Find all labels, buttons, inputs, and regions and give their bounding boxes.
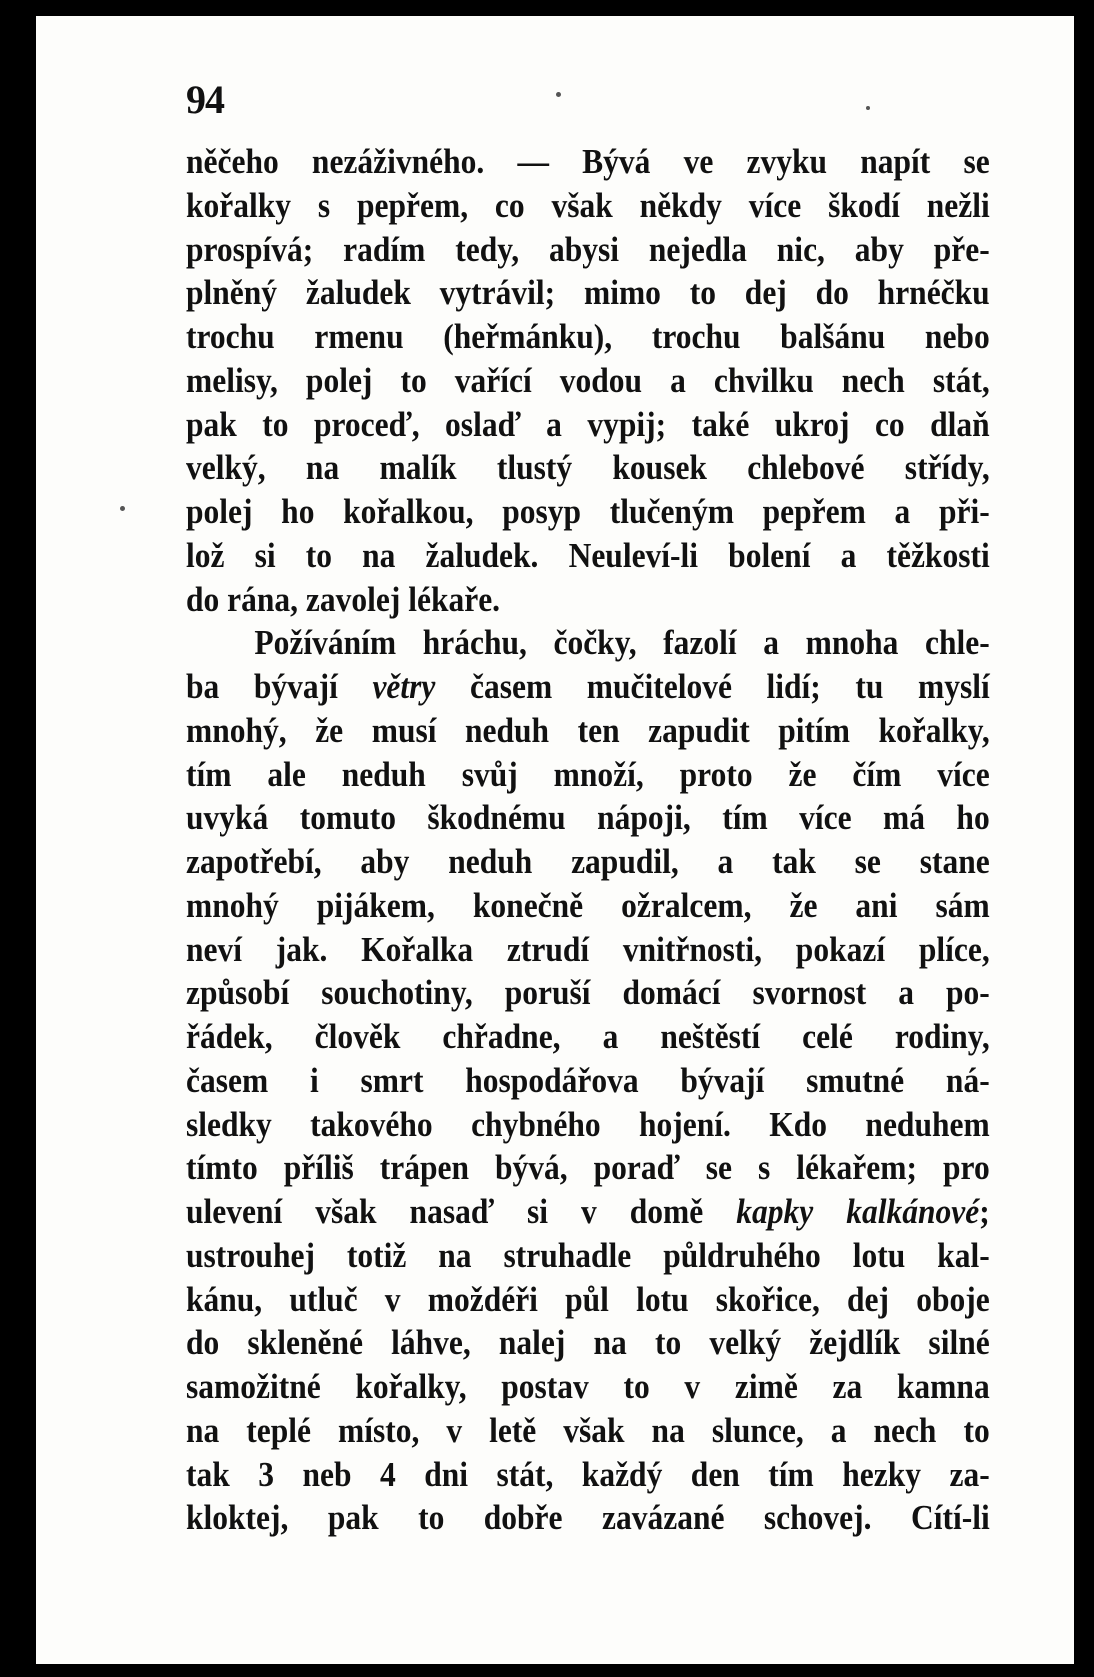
text-segment: plněný žaludek vytrávil; mimo to dej do hrnéčku: [186, 273, 990, 313]
text-segment: pak to proceď, oslaď a vypij; také ukroj co dlaň: [186, 404, 990, 444]
text-segment: Požíváním hráchu, čočky, fazolí a mnoha chle-: [254, 623, 990, 663]
text-line: [186, 1278, 990, 1322]
text-segment: do skleněné láhve, nalej na to velký žejdlík silné: [186, 1323, 990, 1363]
text-segment: řádek, člověk chřadne, a neštěstí celé rodiny,: [186, 1017, 990, 1056]
text-segment: lož si to na žaludek. Neuleví-li bolení a těžkosti: [186, 535, 990, 575]
text-line: [186, 359, 990, 403]
text-segment: ustrouhej totiž na struhadle půldruhého lotu kal-: [186, 1235, 990, 1275]
text-line: [186, 840, 990, 884]
text-segment: tak 3 neb 4 dni stát, každý den tím hezky za-: [186, 1454, 990, 1494]
text-line: [186, 446, 990, 490]
text-line: [186, 1409, 990, 1453]
text-line: [186, 1496, 990, 1540]
text-segment: kánu, utluč v moždéři půl lotu skořice, dej oboje: [186, 1279, 990, 1319]
text-segment: melisy, polej to vařící vodou a chvilku nech stát,: [186, 360, 990, 400]
ink-speck: [556, 92, 561, 97]
text-segment: ba bývají: [186, 667, 373, 706]
text-line: [186, 1103, 990, 1147]
text-line: [186, 1453, 990, 1497]
text-line: [186, 271, 990, 315]
text-line: [186, 1321, 990, 1365]
text-line: [186, 1015, 990, 1059]
text-line: [186, 665, 990, 709]
text-segment: velký, na malík tlustý kousek chlebové střídy,: [186, 448, 990, 488]
text-line: [186, 1365, 990, 1409]
text-line: [186, 403, 990, 447]
text-line: [186, 753, 990, 797]
italic-text: kapky kalkánové: [736, 1192, 980, 1231]
text-segment: trochu rmenu (heřmánku), trochu balšánu nebo: [186, 317, 990, 356]
text-segment: do rána, zavolej lékaře.: [186, 579, 501, 619]
text-line: [186, 796, 990, 840]
text-segment: časem mučitelové lidí; tu myslí: [435, 667, 990, 706]
text-segment: ulevení však nasaď si v domě: [186, 1192, 737, 1231]
ink-speck: [866, 106, 870, 110]
text-segment: uvyká tomuto škodnému nápoji, tím více má ho: [186, 798, 990, 838]
text-segment: ;: [979, 1192, 990, 1231]
text-segment: mnohý pijákem, konečně ožralcem, že ani sám: [186, 885, 990, 925]
text-line: [186, 315, 990, 359]
text-segment: zapotřebí, aby neduh zapudil, a tak se stane: [186, 842, 990, 881]
text-segment: samožitné kořalky, postav to v zimě za kamna: [186, 1367, 990, 1406]
text-segment: časem i smrt hospodářova bývají smutné ná-: [186, 1060, 990, 1100]
text-segment: sledky takového chybného hojení. Kdo neduhem: [186, 1104, 990, 1144]
text-line: [186, 709, 990, 753]
text-line: [186, 971, 990, 1015]
book-page: [36, 16, 1074, 1664]
text-line: [186, 490, 990, 534]
text-line: [186, 884, 990, 928]
text-line: [186, 1234, 990, 1278]
ink-speck: [120, 506, 125, 511]
text-line: [186, 928, 990, 972]
text-segment: něčeho nezáživného. — Bývá ve zvyku napít se: [186, 142, 990, 181]
text-line: [186, 1146, 990, 1190]
text-segment: kloktej, pak to dobře zavázané schovej. Cítí-li: [186, 1498, 990, 1538]
text-segment: na teplé místo, v letě však na slunce, a nech to: [186, 1410, 990, 1450]
text-line: [186, 1059, 990, 1103]
text-segment: tím ale neduh svůj množí, proto že čím více: [186, 754, 990, 794]
text-segment: mnohý, že musí neduh ten zapudit pitím kořalky,: [186, 710, 990, 750]
text-line: [186, 534, 990, 578]
text-line: [186, 621, 990, 665]
text-segment: způsobí souchotiny, poruší domácí svornost a po-: [186, 973, 990, 1013]
text-segment: polej ho kořalkou, posyp tlučeným pepřem a při-: [186, 492, 990, 531]
text-segment: prospívá; radím tedy, abysi nejedla nic, aby pře-: [186, 229, 990, 269]
text-segment: kořalky s pepřem, co však někdy více škodí nežli: [186, 185, 990, 225]
text-line: [186, 1190, 990, 1234]
text-line: [186, 578, 990, 622]
page-number: 94: [186, 77, 224, 122]
text-segment: tímto příliš trápen bývá, poraď se s lékařem; pro: [186, 1148, 990, 1188]
text-line: [186, 228, 990, 272]
body-text: [186, 140, 990, 1540]
text-line: [186, 140, 990, 184]
text-segment: neví jak. Kořalka ztrudí vnitřnosti, pokazí plíce,: [186, 929, 990, 969]
text-line: [186, 184, 990, 228]
italic-text: větry: [372, 667, 436, 706]
